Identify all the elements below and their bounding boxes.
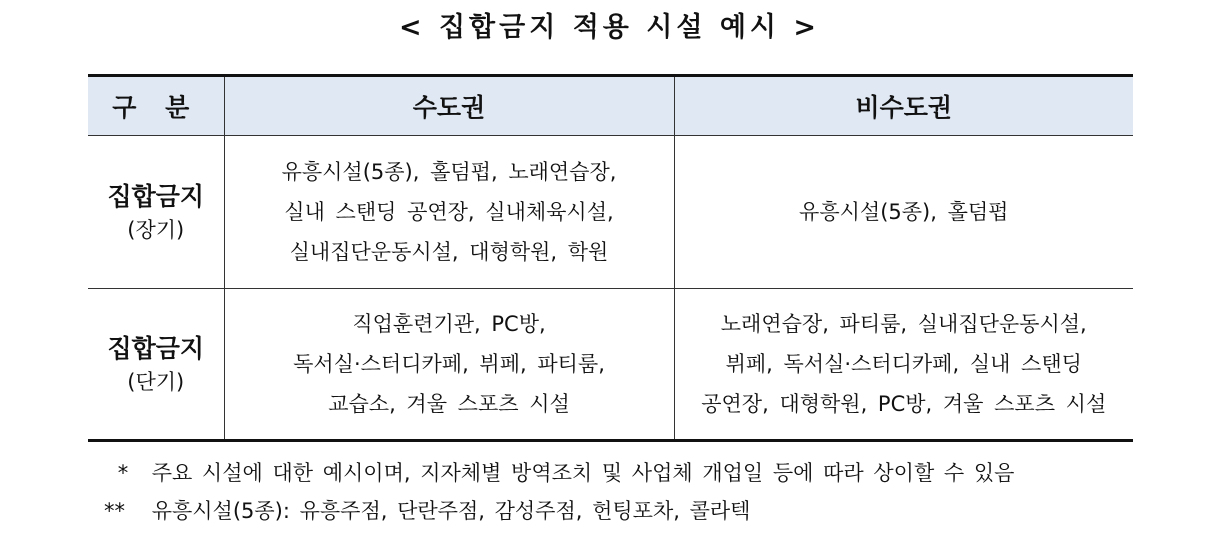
- category-cell: [88, 136, 224, 289]
- capital-line: 교습소, 겨울 스포츠 시설: [328, 392, 570, 416]
- category-name: 집합금지: [107, 334, 205, 363]
- footnote-1: [104, 454, 1014, 492]
- footnote-mark: *: [117, 461, 129, 485]
- non-capital-cell: [674, 136, 1133, 289]
- non-capital-line: 유흥시설(5종), 홀덤펍: [799, 200, 1009, 224]
- non-capital-cell: [674, 289, 1133, 441]
- footnote-mark: **: [104, 499, 125, 523]
- capital-line: 직업훈련기관, PC방,: [352, 312, 546, 336]
- header-capital: 수도권: [224, 76, 674, 136]
- non-capital-line: 뷔페, 독서실·스터디카페, 실내 스탠딩: [725, 352, 1082, 376]
- header-non-capital: 비수도권: [674, 76, 1133, 136]
- footnote-text: 유흥시설(5종): 유흥주점, 단란주점, 감성주점, 헌팅포차, 콜라텍: [151, 499, 751, 523]
- table-header-row: [88, 76, 1133, 136]
- capital-cell: [224, 136, 674, 289]
- non-capital-line: 노래연습장, 파티룸, 실내집단운동시설,: [720, 312, 1087, 336]
- page-title: < 집합금지 적용 시설 예시 >: [398, 12, 821, 43]
- header-category: 구 분: [88, 76, 224, 136]
- table-row-long-term: [88, 136, 1133, 289]
- footnote-text: 주요 시설에 대한 예시이며, 지자체별 방역조치 및 사업체 개업일 등에 따라 상이할 수 있음: [151, 461, 1015, 485]
- footnote-2: [104, 492, 1014, 530]
- facility-table: [88, 74, 1133, 442]
- category-period: (장기): [127, 218, 185, 242]
- capital-line: 실내 스탠딩 공연장, 실내체육시설,: [284, 200, 614, 224]
- capital-line: 유흥시설(5종), 홀덤펍, 노래연습장,: [281, 160, 617, 184]
- capital-cell: [224, 289, 674, 441]
- category-name: 집합금지: [107, 182, 205, 211]
- footnotes: [104, 454, 1014, 530]
- non-capital-line: 공연장, 대형학원, PC방, 겨울 스포츠 시설: [701, 392, 1107, 416]
- category-cell: [88, 289, 224, 441]
- capital-line: 실내집단운동시설, 대형학원, 학원: [289, 240, 609, 264]
- category-period: (단기): [127, 370, 185, 394]
- capital-line: 독서실·스터디카페, 뷔페, 파티룸,: [293, 352, 605, 376]
- table-row-short-term: [88, 289, 1133, 441]
